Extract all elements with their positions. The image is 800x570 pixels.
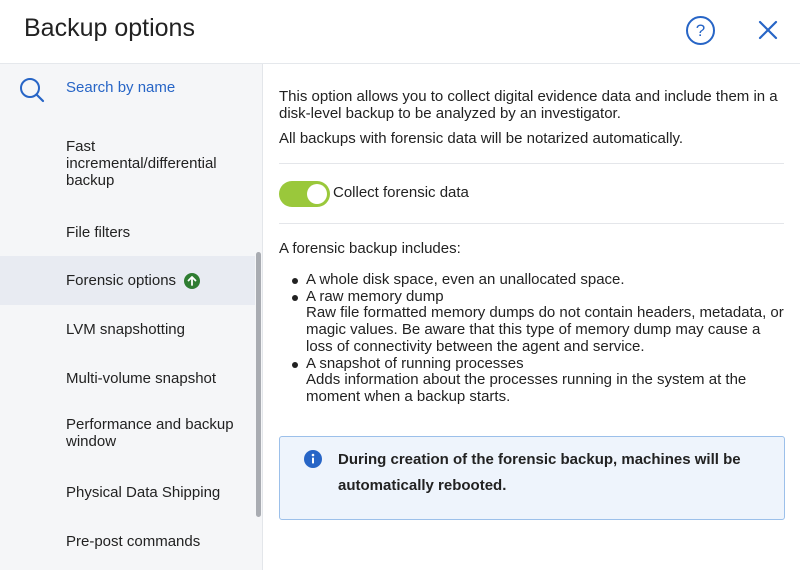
close-icon[interactable]: [755, 17, 781, 43]
sidebar-item-label: File filters: [66, 223, 131, 241]
options-sidebar: [0, 64, 263, 570]
sidebar-item-physical-data-shipping[interactable]: [0, 469, 255, 515]
toggle-knob: [307, 184, 327, 204]
list-item-detail: Adds information about the processes running in the system at the moment when a backup starts.: [306, 371, 747, 405]
includes-list: [306, 272, 784, 406]
sidebar-item-forensic-options[interactable]: [0, 256, 255, 305]
search-input[interactable]: Search by name: [66, 79, 176, 96]
notarize-note: All backups with forensic data will be notarized automatically.: [279, 130, 684, 147]
search-box[interactable]: [0, 64, 263, 122]
sidebar-item-fast-incremental[interactable]: [0, 132, 255, 194]
dialog-title: Backup options: [24, 14, 195, 42]
sidebar-item-performance-backup-window[interactable]: [0, 410, 255, 456]
sidebar-item-label: Multi-volume snapshot: [66, 369, 217, 387]
sidebar-item-label: Performance and backup window: [66, 416, 234, 450]
list-item-title: A snapshot of running processes: [306, 354, 524, 372]
divider: [279, 223, 784, 224]
collect-forensic-toggle[interactable]: [279, 181, 330, 207]
list-item-title: A whole disk space, even an unallocated space.: [306, 271, 625, 288]
list-item: [306, 272, 784, 289]
info-icon: [304, 450, 322, 468]
sidebar-item-pre-post-commands[interactable]: [0, 518, 255, 564]
list-item: [306, 289, 784, 356]
sidebar-item-label: Physical Data Shipping: [66, 483, 221, 501]
list-item: [306, 356, 784, 406]
divider: [279, 163, 784, 164]
question-circle-icon[interactable]: ?: [686, 16, 715, 45]
arrow-up-circle-icon: [184, 273, 200, 289]
forensic-options-panel: [264, 64, 800, 570]
sidebar-scrollbar[interactable]: [256, 252, 261, 517]
sidebar-item-label: Forensic options: [66, 272, 177, 289]
toggle-label: Collect forensic data: [333, 184, 469, 201]
sidebar-item-label: Fast incremental/differential backup: [66, 137, 217, 189]
sidebar-item-label: LVM snapshotting: [66, 320, 185, 338]
search-icon: [18, 76, 46, 104]
intro-text: This option allows you to collect digital evidence data and include them in a disk-level backup to be analyzed by an investigator.: [279, 88, 778, 122]
list-item-detail: Raw file formatted memory dumps do not contain headers, metadata, or magic values. Be aware that this type of memory dump may cause a loss of connectivity between the agent and service.: [306, 304, 784, 355]
info-message: During creation of the forensic backup, machines will be automatically rebooted.: [338, 451, 741, 494]
dialog-header: [0, 0, 800, 64]
sidebar-item-file-filters[interactable]: [0, 209, 255, 255]
sidebar-item-multi-volume-snapshot[interactable]: [0, 355, 255, 401]
sidebar-item-label: Pre-post commands: [66, 532, 201, 550]
list-item-title: A raw memory dump: [306, 287, 444, 305]
includes-title: A forensic backup includes:: [279, 240, 461, 257]
sidebar-item-lvm-snapshotting[interactable]: [0, 306, 255, 352]
reboot-info-box: [279, 436, 785, 520]
